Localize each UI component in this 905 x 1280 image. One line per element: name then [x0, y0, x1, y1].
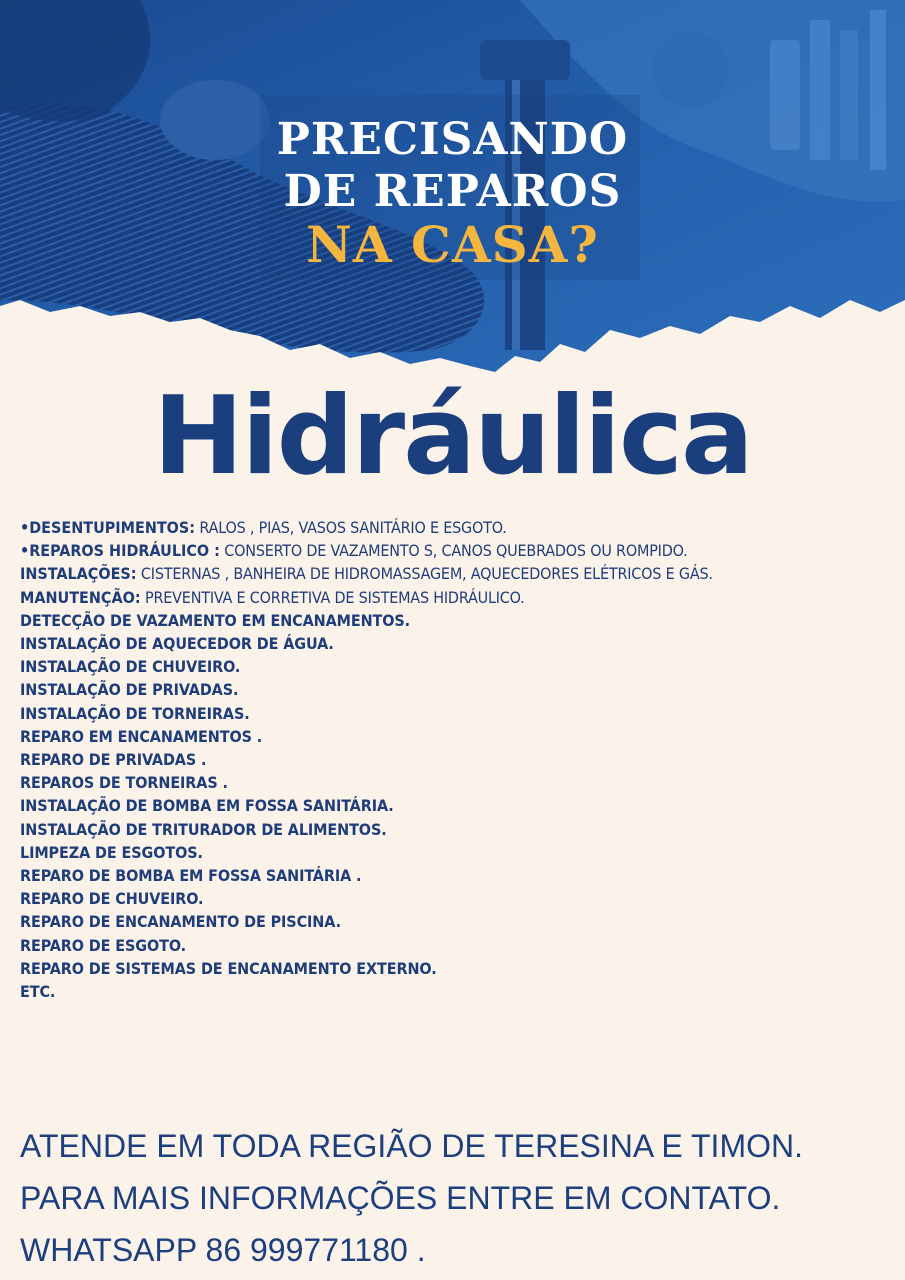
headline-line-1: PRECISANDO — [276, 114, 629, 165]
service-label: INSTALAÇÕES: — [20, 564, 137, 584]
service-description: RALOS , PIAS, VASOS SANITÁRIO E ESGOTO. — [195, 518, 507, 537]
contact-footer — [20, 1120, 890, 1276]
service-reparos — [20, 539, 890, 562]
footer-contact-text: PARA MAIS INFORMAÇÕES ENTRE EM CONTATO. — [20, 1180, 781, 1216]
list-item: REPARO DE SISTEMAS DE ENCANAMENTO EXTERNO. — [20, 958, 437, 978]
list-item: REPAROS DE TORNEIRAS . — [20, 773, 228, 793]
service-desentupimentos — [20, 516, 890, 539]
page-title: Hidráulica — [153, 374, 752, 499]
list-item: INSTALAÇÃO DE TORNEIRAS. — [20, 703, 250, 723]
list-item: REPARO DE CHUVEIRO. — [20, 889, 204, 909]
headline-line-3: NA CASA? — [306, 215, 599, 274]
service-instalacoes — [20, 562, 890, 585]
footer-whatsapp[interactable]: WHATSAPP 86 999771180 . — [20, 1232, 426, 1268]
list-item: REPARO DE PRIVADAS . — [20, 750, 207, 770]
list-item: REPARO DE ESGOTO. — [20, 935, 186, 955]
service-label: •REPAROS HIDRÁULICO : — [20, 541, 220, 561]
headline-line-2: DE REPAROS — [283, 166, 622, 217]
list-item: ETC. — [20, 982, 56, 1002]
list-item: REPARO DE BOMBA EM FOSSA SANITÁRIA . — [20, 866, 362, 886]
services-list — [20, 516, 890, 1003]
service-label: •DESENTUPIMENTOS: — [20, 518, 196, 537]
service-manutencao — [20, 586, 890, 609]
footer-coverage-text: ATENDE EM TODA REGIÃO DE TERESINA E TIMON. — [20, 1128, 803, 1164]
list-item: REPARO DE ENCANAMENTO DE PISCINA. — [20, 912, 341, 932]
service-description: CISTERNAS , BANHEIRA DE HIDROMASSAGEM, AQUECEDORES ELÉTRICOS E GÁS. — [136, 564, 713, 584]
list-item: INSTALAÇÃO DE CHUVEIRO. — [20, 657, 241, 677]
list-item: REPARO EM ENCANAMENTOS . — [20, 726, 263, 746]
list-item: INSTALAÇÃO DE TRITURADOR DE ALIMENTOS. — [20, 819, 387, 839]
service-description: CONSERTO DE VAZAMENTO S, CANOS QUEBRADOS OU ROMPIDO. — [219, 541, 688, 561]
list-item: INSTALAÇÃO DE AQUECEDOR DE ÁGUA. — [20, 634, 334, 654]
service-label: MANUTENÇÃO: — [20, 587, 141, 607]
service-description: PREVENTIVA E CORRETIVA DE SISTEMAS HIDRÁULICO. — [140, 587, 525, 607]
list-item: DETECÇÃO DE VAZAMENTO EM ENCANAMENTOS. — [20, 610, 411, 630]
list-item: LIMPEZA DE ESGOTOS. — [20, 842, 203, 862]
list-item: INSTALAÇÃO DE PRIVADAS. — [20, 680, 239, 700]
list-item: INSTALAÇÃO DE BOMBA EM FOSSA SANITÁRIA. — [20, 796, 394, 816]
